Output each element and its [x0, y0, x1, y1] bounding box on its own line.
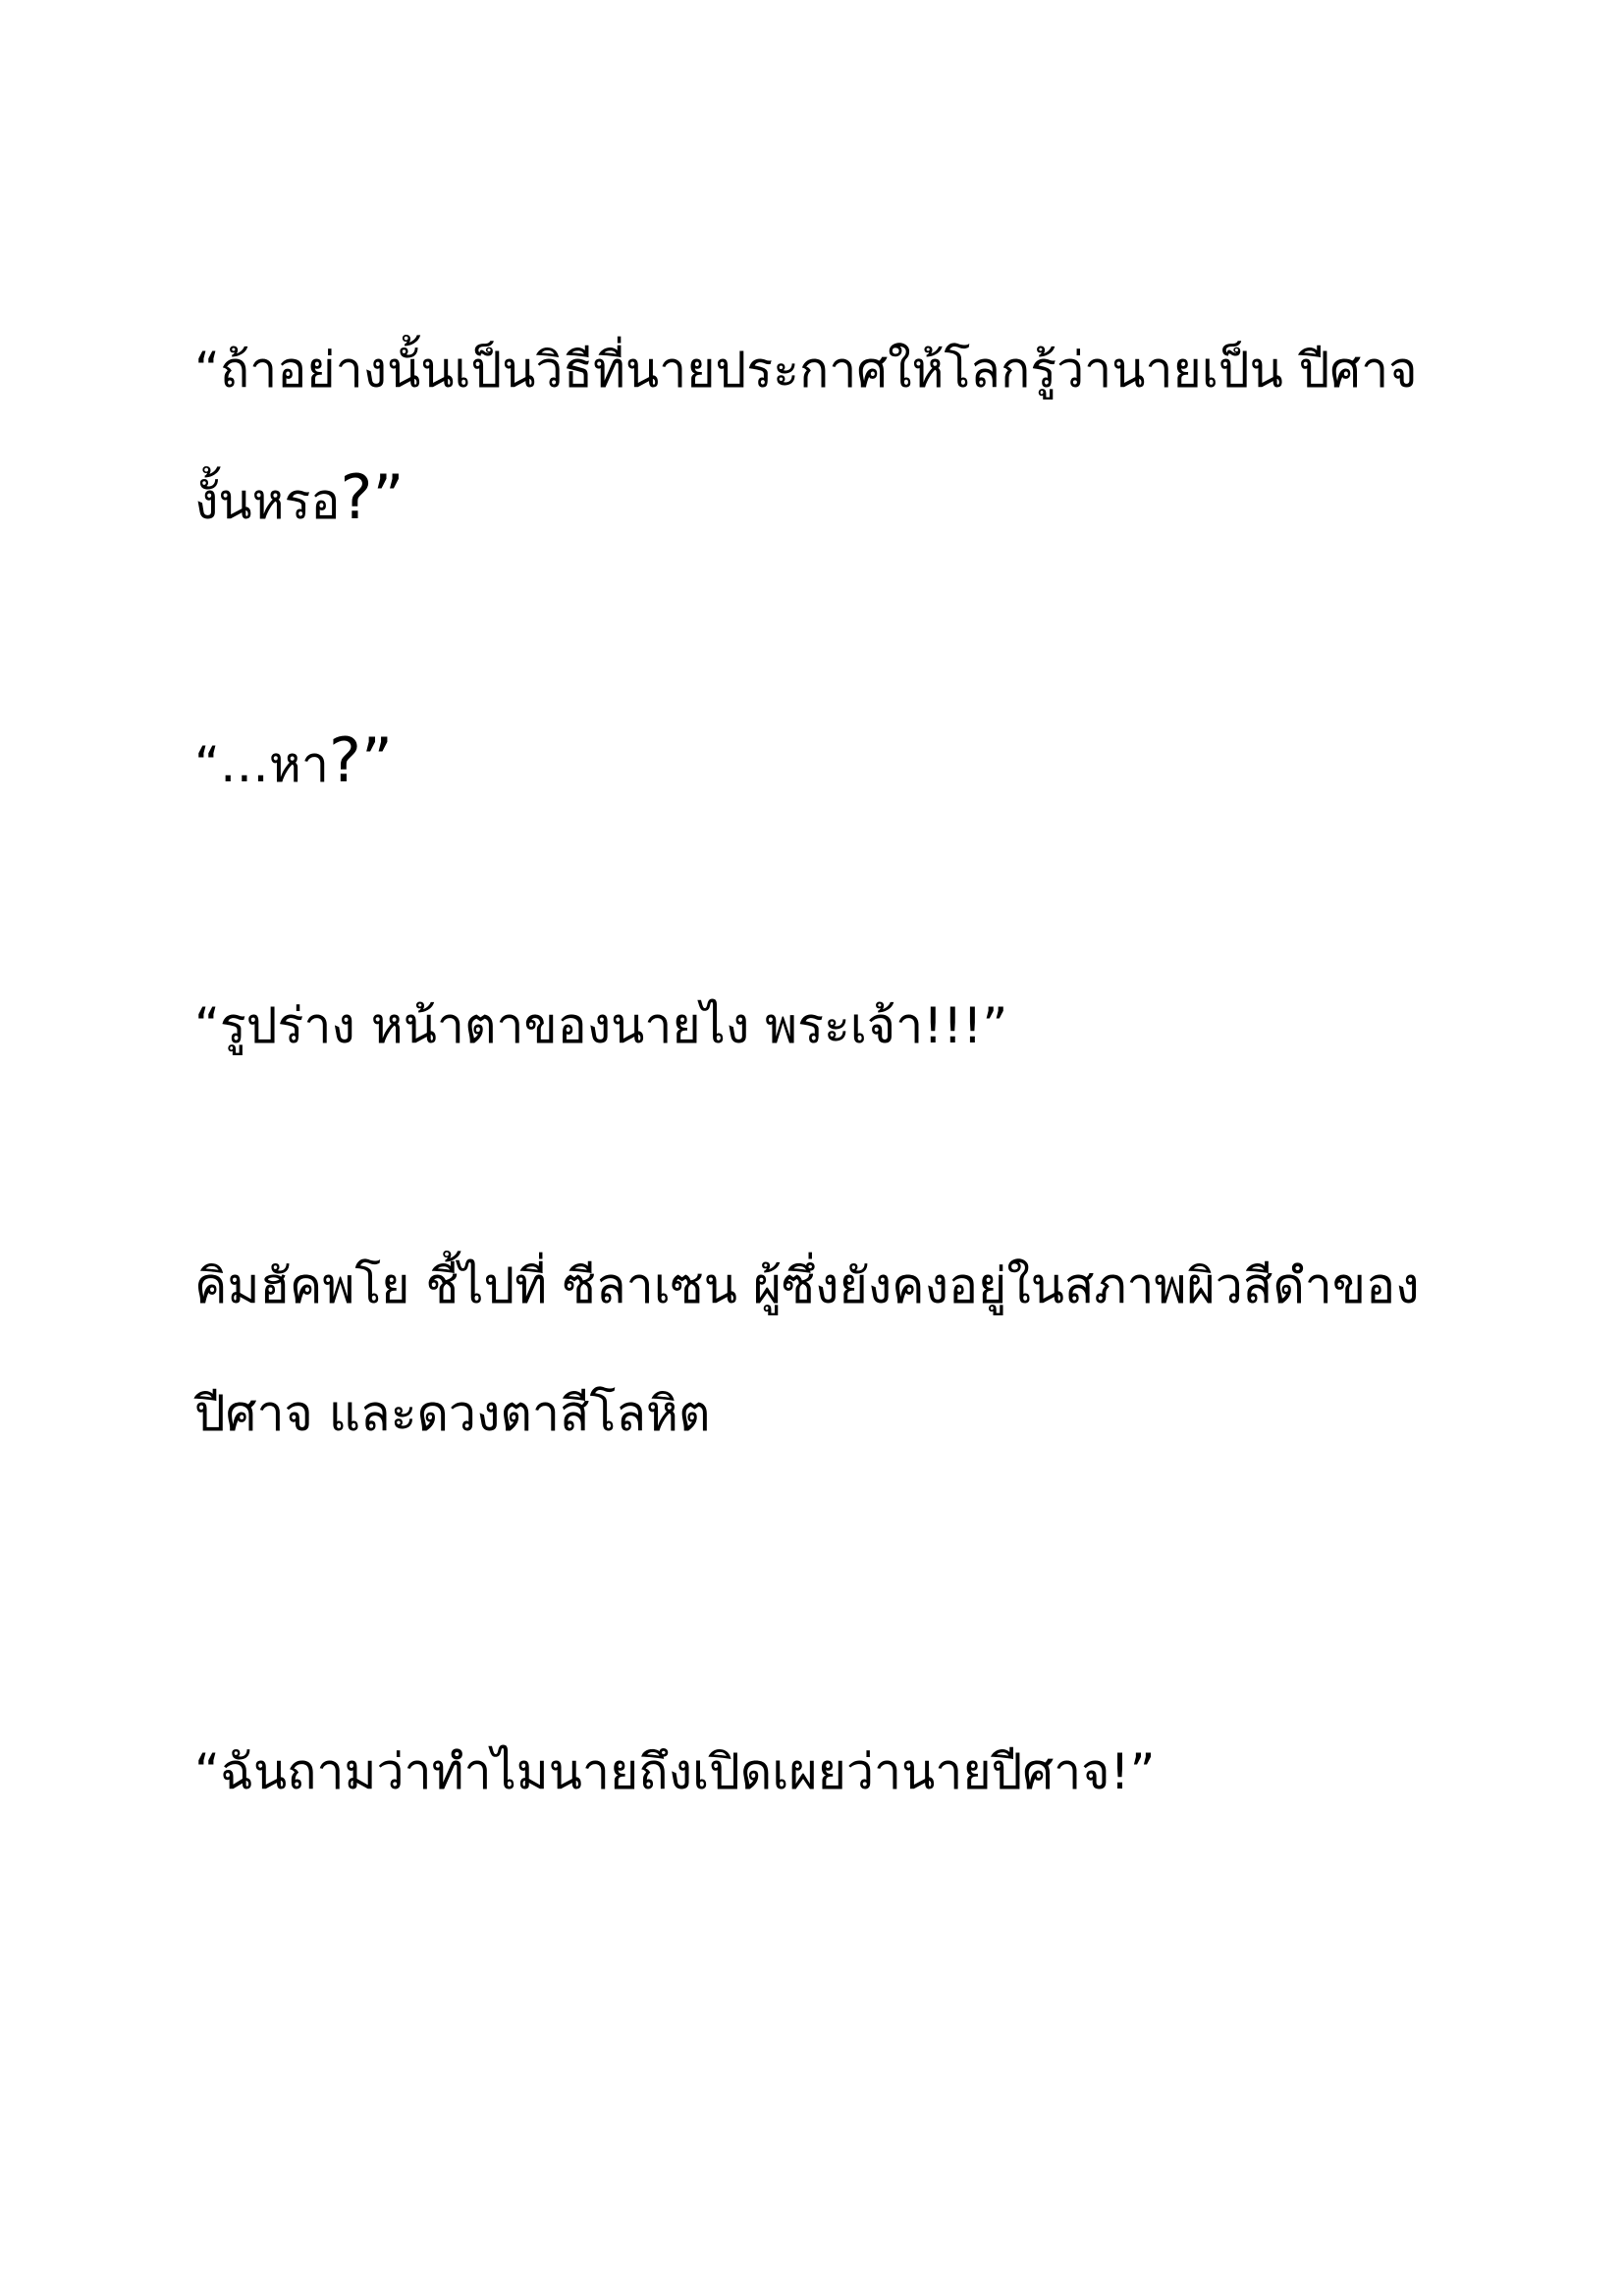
text-line: “รูปร่าง หน้าตาของนายไง พระเจ้า!!!”	[194, 997, 1008, 1054]
text-line: “ฉันถามว่าทำไมนายถึงเปิดเผยว่านายปีศาจ!”	[194, 1743, 1156, 1800]
text-line: งั้นหรอ?”	[194, 461, 405, 533]
dialogue-paragraph-1	[194, 306, 1432, 565]
text-line: ปีศาจ และดวงตาสีโลหิต	[194, 1385, 711, 1442]
question-mark: ?”	[328, 724, 393, 796]
narration-paragraph	[194, 1222, 1432, 1477]
dialogue-paragraph-2	[194, 697, 1432, 828]
dialogue-paragraph-3	[194, 962, 1432, 1090]
question-mark: ?”	[340, 461, 405, 533]
text-line: “ถ้าอย่างนั้นเป็นวิธีที่นายประกาศให้โลกรู้ว่านายเป็น ปีศาจ	[194, 342, 1418, 399]
dialogue-paragraph-4	[194, 1708, 1432, 1836]
text-line: คิมฮัคพโย ชี้ไปที่ ซีลาเซน ผู้ซึ่งยังคงอยู่ในสภาพผิวสีดำของ	[194, 1257, 1420, 1314]
text-line: “…หา?”	[194, 724, 393, 796]
